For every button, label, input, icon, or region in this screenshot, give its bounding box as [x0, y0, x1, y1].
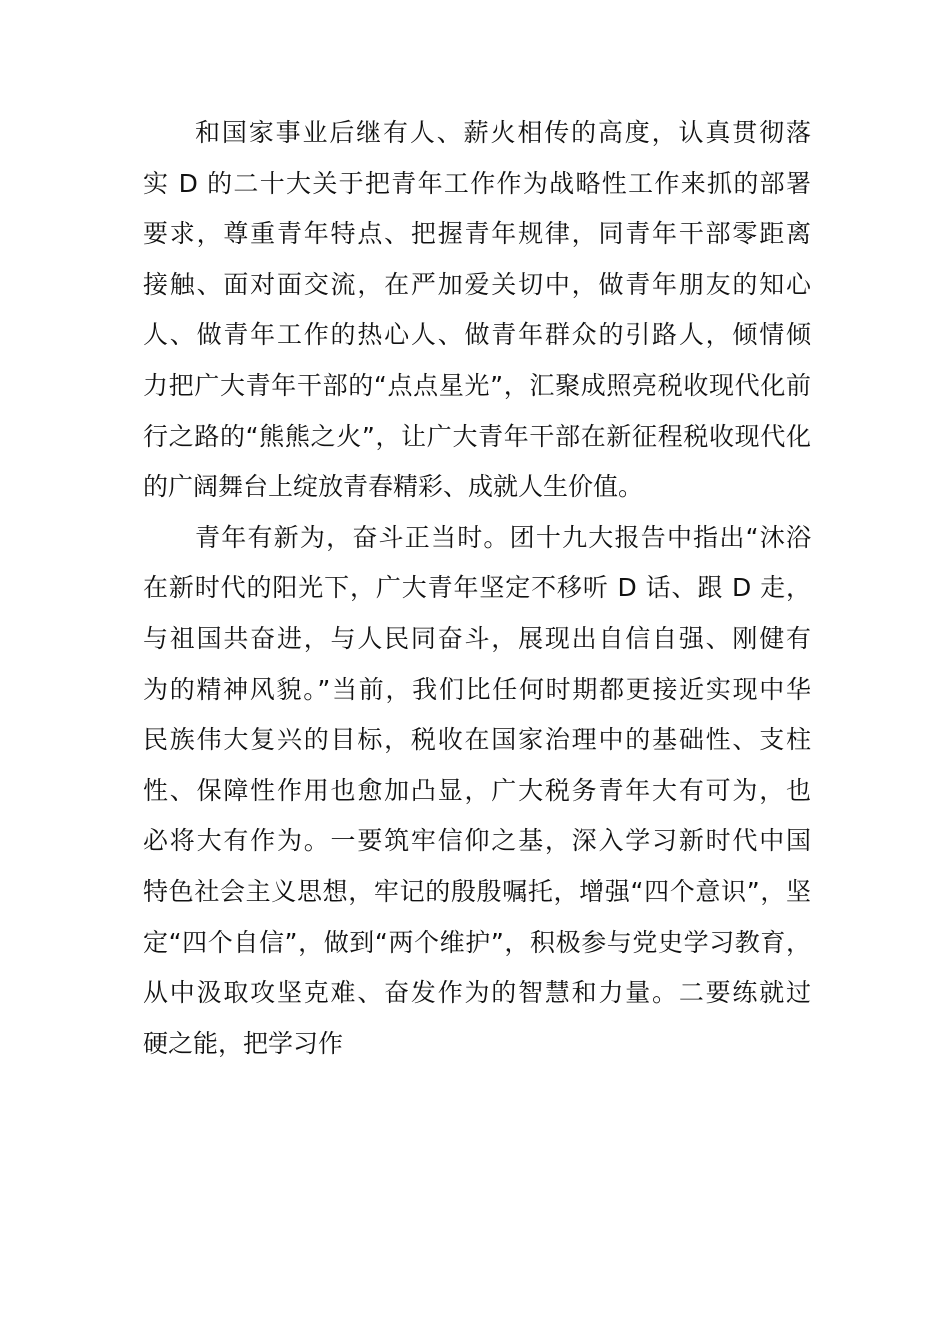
text-line: 力把广大青年干部的“点点星光”，汇聚成照亮税收现代化前	[143, 370, 811, 400]
text-line: 人、做青年工作的热心人、做青年群众的引路人，倾情倾	[143, 320, 811, 350]
text-line: 在新时代的阳光下，广大青年坚定不移听 D 话、跟 D 走，	[143, 573, 811, 603]
text-line: 性、保障性作用也愈加凸显，广大税务青年大有可为，也	[143, 775, 811, 805]
body-text	[143, 108, 811, 1069]
text-line: 硬之能，把学习作	[143, 1028, 344, 1058]
text-line: 的广阔舞台上绽放青春精彩、成就人生价值。	[143, 472, 644, 502]
text-line: 实 D 的二十大关于把青年工作作为战略性工作来抓的部署	[143, 168, 811, 198]
text-line: 民族伟大复兴的目标，税收在国家治理中的基础性、支柱	[143, 725, 811, 755]
text-line: 青年有新为，奋斗正当时。团十九大报告中指出“沐浴	[195, 522, 811, 552]
text-line: 接触、面对面交流，在严加爱关切中，做青年朋友的知心	[143, 269, 811, 299]
text-line: 与祖国共奋进，与人民同奋斗，展现出自信自强、刚健有	[143, 623, 811, 653]
text-line: 和国家事业后继有人、薪火相传的高度，认真贯彻落	[195, 118, 811, 147]
text-line: 为的精神风貌。”当前，我们比任何时期都更接近实现中华	[143, 674, 811, 704]
text-line: 行之路的“熊熊之火”，让广大青年干部在新征程税收现代化	[143, 421, 811, 451]
text-line: 定“四个自信”，做到“两个维护”，积极参与党史学习教育，	[143, 927, 811, 957]
text-line: 特色社会主义思想，牢记的殷殷嘱托，增强“四个意识”，坚	[143, 876, 811, 906]
text-line: 必将大有作为。一要筑牢信仰之基，深入学习新时代中国	[143, 826, 811, 856]
text-line: 从中汲取攻坚克难、奋发作为的智慧和力量。二要练就过	[143, 978, 811, 1008]
text-line: 要求，尊重青年特点、把握青年规律，同青年干部零距离	[143, 219, 811, 249]
